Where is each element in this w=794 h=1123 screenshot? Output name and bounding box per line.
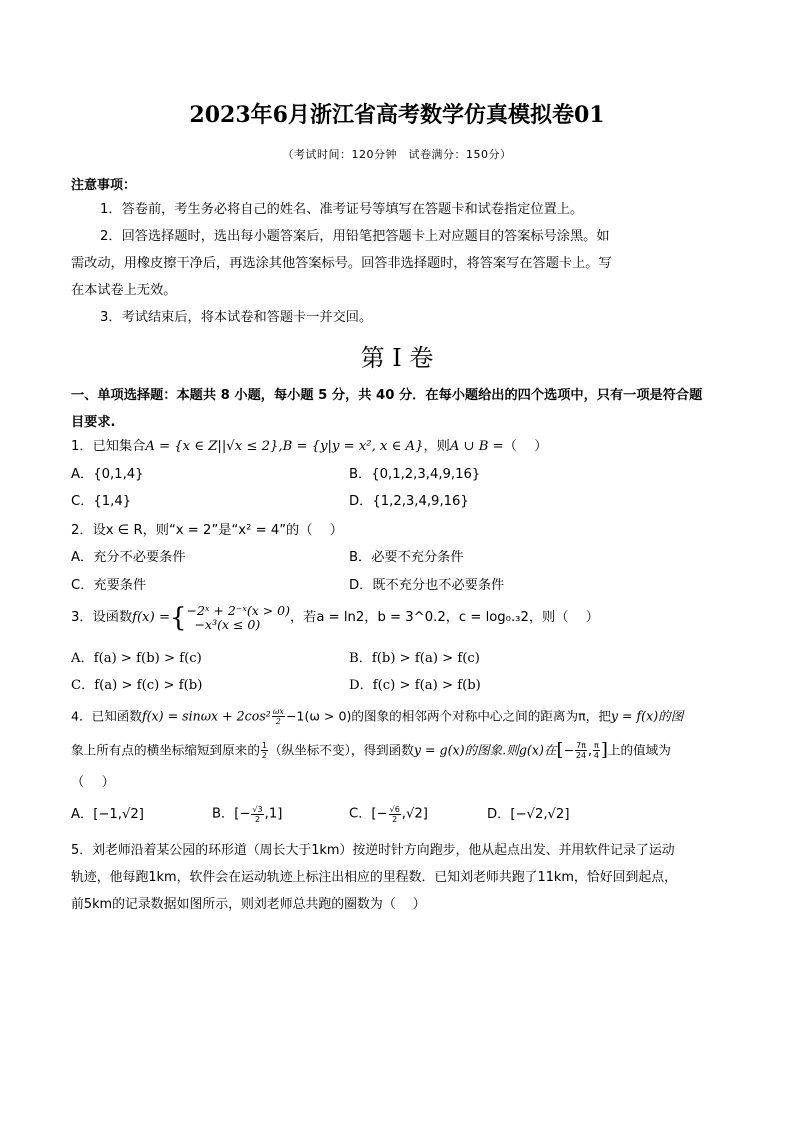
q4-interval-open: [ — [556, 739, 564, 761]
q3-option-c: C．f(a) > f(c) > f(b) — [71, 678, 203, 693]
q4-opt-b-pre: B．[− — [212, 806, 251, 822]
q3-function: f(x) = — [132, 610, 170, 625]
q4-int-num-2: π — [593, 741, 599, 750]
notice-item-1: 1．答卷前，考生务必将自己的姓名、准考证号等填写在答题卡和试卷指定位置上。 — [100, 202, 584, 217]
q1-option-c: C．{1,4} — [71, 494, 132, 509]
q1-suffix: ，则 — [423, 439, 450, 454]
volume-title: 第 I 卷 — [360, 344, 434, 372]
notice-item-2-line-3: 在本试卷上无效。 — [71, 283, 177, 298]
q4-opt-c-pre: C．[− — [349, 806, 388, 822]
q4-interval-comma: , — [587, 742, 592, 758]
q4-opt-c-num: √6 — [389, 805, 400, 814]
q4-opt-c-frac — [389, 805, 401, 824]
q2-option-b: B．必要不充分条件 — [349, 550, 464, 565]
question-4-line-2 — [71, 741, 671, 760]
q4-opt-b-post: ,1] — [264, 806, 283, 822]
q4-int-num-1: 7π — [576, 741, 586, 750]
question-2: 2．设x ∈ R，则“x = 2”是“x² = 4”的（ ） — [71, 523, 343, 538]
q4-opt-b-frac — [251, 805, 263, 824]
q4-lead: 4．已知函数 — [71, 708, 142, 724]
q4-frac-num: ωx — [272, 707, 284, 716]
q3-option-a: A．f(a) > f(b) > f(c) — [71, 651, 202, 666]
q4-option-c — [349, 805, 428, 824]
q3-piece-1: −2ˣ + 2⁻ˣ(x > 0) — [186, 603, 290, 618]
q1-set-a: A = {x ∈ Z||√x ≤ 2}, — [145, 439, 283, 454]
q3-pieces — [187, 604, 290, 632]
q4-blank: （ ） — [71, 775, 115, 790]
q3-piece-2: −x³(x ≤ 0) — [194, 617, 261, 632]
q3-prefix: 3．设函数 — [71, 610, 133, 625]
q4-interval-minus: − — [563, 742, 575, 758]
page-title: 2023年6月浙江省高考数学仿真模拟卷01 — [189, 102, 605, 128]
q4-line2-mid: （纵坐标不变），得到函数 — [269, 742, 414, 758]
q4-line2-lead: 象上所有点的横坐标缩短到原来的 — [71, 742, 260, 758]
q3-option-b: B．f(b) > f(a) > f(c) — [349, 651, 480, 666]
notice-item-3: 3．考试结束后，将本试卷和答题卡一并交回。 — [100, 310, 373, 325]
q4-option-a: A．[−1,√2] — [71, 807, 144, 822]
q2-option-d: D．既不充分也不必要条件 — [349, 578, 505, 593]
q1-option-b: B．{0,1,2,3,4,9,16} — [349, 467, 481, 482]
question-4-line-1 — [71, 707, 683, 726]
q4-opt-c-den: 2 — [392, 815, 398, 824]
q1-set-b: B = {y|y = x², x ∈ A} — [282, 439, 424, 454]
q1-union: A ∪ B = — [449, 439, 504, 454]
q4-option-b — [212, 805, 282, 824]
q4-half-num: 1 — [261, 741, 267, 750]
q3-suffix: ，若a = ln2，b = 3^0.2，c = log₀.₃2，则（ ） — [290, 610, 599, 625]
q3-brace: { — [170, 603, 187, 633]
q4-line1-mid: −1(ω > 0)的图象的相邻两个对称中心之间的距离为π，把 — [285, 708, 611, 724]
q4-interval-frac-2 — [593, 741, 600, 760]
question-5-line-3: 前5km的记录数据如图所示，则刘老师总共跑的圈数为（ ） — [71, 897, 426, 912]
q4-half-den: 2 — [261, 751, 267, 760]
notice-item-2-line-1: 2．回答选择题时，选出每小题答案后，用铅笔把答题卡上对应题目的答案标号涂黑。如 — [100, 229, 610, 244]
q4-opt-b-den: 2 — [254, 815, 261, 824]
q1-blank: （ ） — [503, 439, 548, 454]
exam-info: （考试时间：120分钟 试卷满分：150分） — [282, 148, 512, 161]
notice-item-2-line-2: 需改动，用橡皮擦干净后，再选涂其他答案标号。回答非选择题时，将答案写在答题卡上。写 — [71, 256, 612, 271]
q1-option-d: D．{1,2,3,4,9,16} — [349, 494, 469, 509]
q4-line2-func: y = g(x)的图象.则g(x)在 — [413, 742, 557, 758]
q4-line2-end: 上的值域为 — [607, 742, 671, 758]
q4-int-den-1: 24 — [575, 751, 587, 760]
q4-frac-den: 2 — [275, 717, 281, 726]
q4-half — [261, 741, 268, 760]
section-heading-line-1: 一、单项选择题：本题共 8 小题，每小题 5 分，共 40 分．在每小题给出的四个选项中，只有一项是符合题 — [71, 388, 703, 403]
q4-int-den-2: 4 — [593, 751, 599, 760]
q4-option-d: D．[−√2,√2] — [487, 807, 570, 822]
q2-option-a: A．充分不必要条件 — [71, 550, 186, 565]
notice-heading: 注意事项： — [71, 178, 137, 193]
question-5-line-1: 5．刘老师沿着某公园的环形道（周长大于1km）按逆时针方向跑步，他从起点出发、并用软件记录了运动 — [71, 843, 675, 858]
q4-interval-frac-1 — [575, 741, 587, 760]
q3-option-d: D．f(c) > f(a) > f(b) — [349, 678, 481, 693]
q4-line1-end: y = f(x)的图 — [610, 708, 684, 724]
question-5-line-2: 轨迹，他每跑1km，软件会在运动轨迹上标注出相应的里程数．已知刘老师共跑了11km，恰好回到起点， — [71, 870, 678, 885]
q1-option-a: A．{0,1,4} — [71, 467, 144, 482]
q4-opt-c-post: ,√2] — [401, 806, 428, 822]
q2-option-c: C．充要条件 — [71, 578, 147, 593]
q4-fraction — [272, 707, 285, 726]
q4-opt-b-num: √3 — [252, 805, 263, 814]
question-3 — [71, 604, 599, 632]
question-1 — [71, 439, 548, 455]
q4-interval-close: ] — [600, 739, 608, 761]
q1-prefix: 1．已知集合 — [71, 439, 146, 454]
q4-function: f(x) = sinωx + 2cos² — [141, 708, 271, 724]
section-heading-line-2: 目要求. — [71, 415, 116, 430]
